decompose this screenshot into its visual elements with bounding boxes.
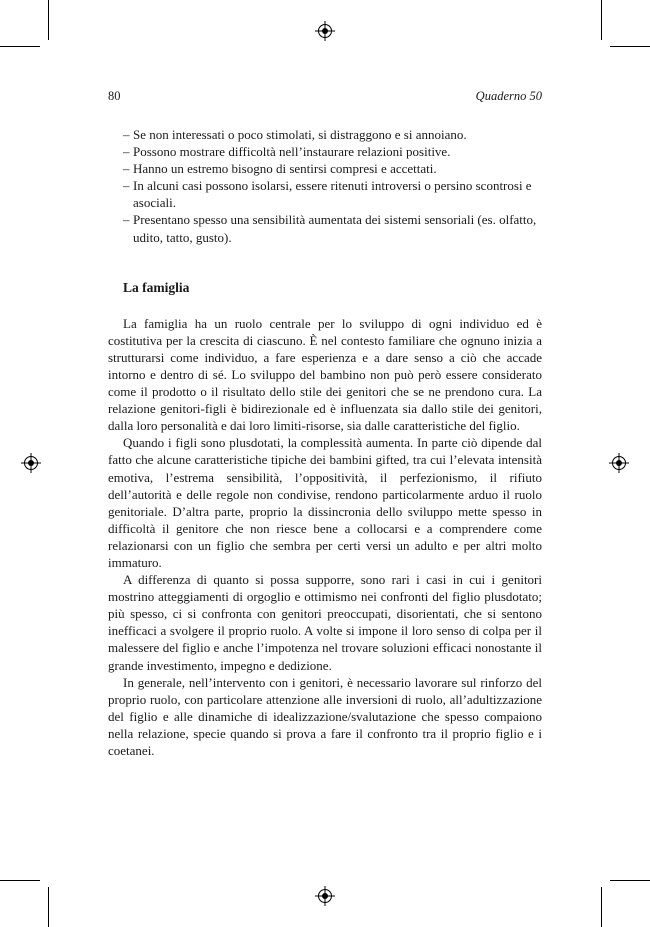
list-item-text: Presentano spesso una sensibilità aumentata dei sistemi sensoriali (es. olfatto, udito, tatto, gusto). xyxy=(133,212,537,245)
paragraph: A differenza di quanto si possa supporre, sono rari i casi in cui i genitori mostrino atteggiamenti di orgoglio e ottimismo nei confronti del figlio plusdotato; più spesso, ci si confronta con genitori preoccupati, disorientati, che si sentono inefficaci a svolgere il proprio ruolo. A volte si impone il loro senso di colpa per il malessere del figlio e anche l’impotenza nel trovare soluzioni efficaci nonostante il grande investimento, impegno e dedizione. xyxy=(108,572,542,673)
list-item xyxy=(123,143,542,160)
body-text xyxy=(108,315,542,759)
registration-mark-icon xyxy=(318,889,332,903)
list-item xyxy=(123,160,542,177)
list-item-text: Se non interessati o poco stimolati, si distraggono e si annoiano. xyxy=(133,127,467,142)
list-item-text: In alcuni casi possono isolarsi, essere ritenuti introversi o persino scontrosi e asociali. xyxy=(133,178,532,211)
bullet-list xyxy=(108,126,542,246)
registration-mark-icon xyxy=(24,456,38,470)
list-item xyxy=(123,126,542,143)
registration-mark-icon xyxy=(612,456,626,470)
crop-mark xyxy=(601,887,602,927)
crop-mark xyxy=(48,0,49,40)
page-body xyxy=(108,126,542,759)
page-header xyxy=(108,89,542,105)
crop-mark xyxy=(0,880,40,881)
list-item xyxy=(123,177,542,211)
dash-marker: – xyxy=(123,178,130,194)
crop-mark xyxy=(610,880,650,881)
paragraph: Quando i figli sono plusdotati, la complessità aumenta. In parte ciò dipende dal fatto che alcune caratteristiche tipiche dei bambini gifted, tra cui l’elevata intensità emotiva, l’estrema sensibilità, l’oppositività, il perfezionismo, il rifiuto dell’autorità e delle regole non condivise, rendono particolarmente arduo il ruolo genitoriale. D’altra parte, proprio la dissincronia dello sviluppo mette spesso in difficoltà il genitore che non riesce bene a collocarsi e a comprendere come relazionarsi con un figlio che sembra per certi versi un adulto e per altri molto immaturo. xyxy=(108,435,542,570)
list-item-text: Hanno un estremo bisogno di sentirsi compresi e accettati. xyxy=(133,161,437,177)
dash-marker: – xyxy=(123,161,130,177)
crop-mark xyxy=(601,0,602,40)
crop-mark xyxy=(610,46,650,47)
registration-mark-icon xyxy=(318,24,332,38)
dash-marker: – xyxy=(123,127,130,142)
dash-marker: – xyxy=(123,144,130,160)
dash-marker: – xyxy=(123,212,130,228)
crop-mark xyxy=(48,887,49,927)
paragraph: La famiglia ha un ruolo centrale per lo sviluppo di ogni individuo ed è costitutiva per la crescita di ciascuno. È nel contesto familiare che ognuno inizia a strutturarsi come individuo, a fare esperienza e a dare senso a ciò che accade intorno e dentro di sé. Lo sviluppo del bambino non può però essere considerato come il prodotto o il risultato dello stile dei genitori che se ne prendono cura. La relazione genitori-figli è bidirezionale ed è influenzata sia dallo stile dei genitori, dalla loro personalità e dai loro limiti-risorse, sia dalle caratteristiche del figlio. xyxy=(108,315,542,434)
page-number: 80 xyxy=(108,89,121,103)
paragraph: In generale, nell’intervento con i genitori, è necessario lavorare sul rinforzo del proprio ruolo, con particolare attenzione alle inversioni di ruolo, all’adultizzazione del figlio e alle dinamiche di idealizzazione/svalutazione che spesso compaiono nella relazione, specie quando si prova a fare il confronto tra il proprio figlio e i coetanei. xyxy=(108,674,542,758)
section-title: La famiglia xyxy=(123,279,190,295)
crop-mark xyxy=(0,46,40,47)
list-item xyxy=(123,211,542,245)
running-head: Quaderno 50 xyxy=(475,89,542,103)
list-item-text: Possono mostrare difficoltà nell’instaurare relazioni positive. xyxy=(133,144,451,160)
